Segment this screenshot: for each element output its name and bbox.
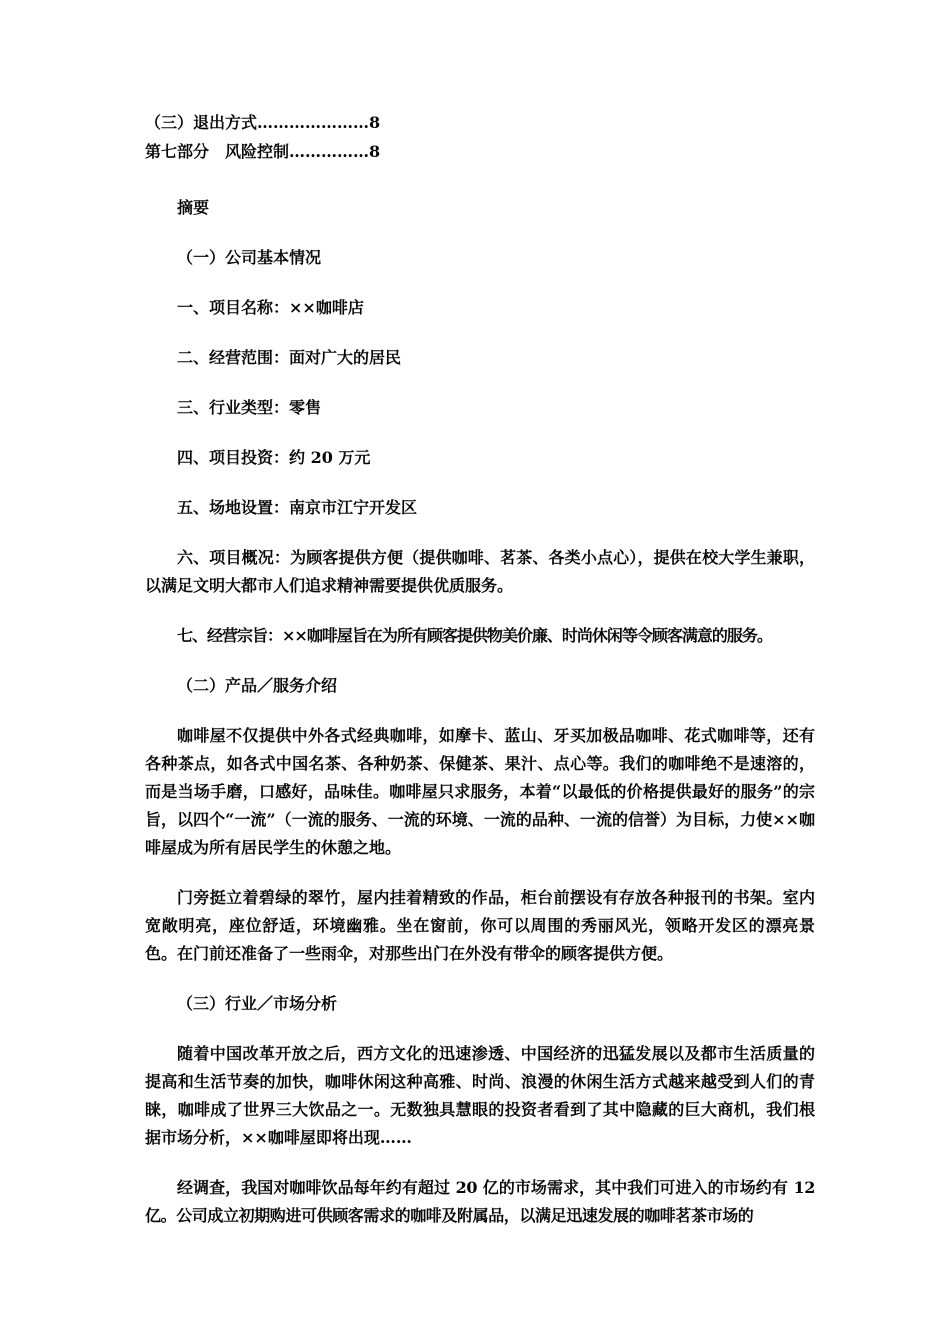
item-site-location: 五、场地设置：南京市江宁开发区 bbox=[177, 498, 418, 517]
table-of-contents bbox=[145, 108, 815, 166]
abstract-heading: 摘要 bbox=[177, 198, 210, 217]
toc-entry-exit-method: （三）退出方式…………………8 bbox=[145, 113, 381, 132]
paragraph-products-intro: 咖啡屋不仅提供中外各式经典咖啡，如摩卡、蓝山、牙买加极品咖啡、花式咖啡等，还有各种茶点，如各式中国名茶、各种奶茶、保健茶、果汁、点心等。我们的咖啡绝不是速溶的，而是当场手磨，口感好，品味佳。咖啡屋只求服务，本着“以最低的价格提供最好的服务”的宗旨，以四个“一流”（一流的服务、一流的环境、一流的品种、一流的信誉）为目标，力使××咖啡屋成为所有居民学生的休憩之地。 bbox=[145, 726, 815, 857]
item-project-investment: 四、项目投资：约 20 万元 bbox=[177, 448, 371, 467]
section-heading-company-basics: （一）公司基本情况 bbox=[177, 248, 322, 267]
item-project-overview: 六、项目概况：为顾客提供方便（提供咖啡、茗茶、各类小点心），提供在校大学生兼职，以满足文明大都市人们追求精神需要提供优质服务。 bbox=[145, 548, 815, 595]
section-heading-products-services: （二）产品／服务介绍 bbox=[177, 676, 338, 695]
toc-entry-risk-control: 第七部分 风险控制……………8 bbox=[145, 142, 381, 161]
item-industry-type: 三、行业类型：零售 bbox=[177, 398, 322, 417]
item-project-name: 一、项目名称：××咖啡店 bbox=[177, 298, 364, 317]
item-business-purpose: 七、经营宗旨：××咖啡屋旨在为所有顾客提供物美价廉、时尚休闲等令顾客满意的服务。 bbox=[177, 626, 772, 645]
item-business-scope: 二、经营范围：面对广大的居民 bbox=[177, 348, 402, 367]
section-heading-industry-market: （三）行业／市场分析 bbox=[177, 994, 338, 1013]
paragraph-market-analysis: 随着中国改革开放之后，西方文化的迅速渗透、中国经济的迅猛发展以及都市生活质量的提高和生活节奏的加快，咖啡休闲这种高雅、时尚、浪漫的休闲生活方式越来越受到人们的青睐，咖啡成了世界三大饮品之一。无数独具慧眼的投资者看到了其中隐藏的巨大商机，我们根据市场分析，××咖啡屋即将出现…… bbox=[145, 1044, 815, 1147]
paragraph-market-survey: 经调查，我国对咖啡饮品每年约有超过 20 亿的市场需求，其中我们可进入的市场约有 12 亿。公司成立初期购进可供顾客需求的咖啡及附属品，以满足迅速发展的咖啡茗茶市场的 bbox=[145, 1178, 815, 1225]
paragraph-shop-environment: 门旁挺立着碧绿的翠竹，屋内挂着精致的作品，柜台前摆设有存放各种报刊的书架。室内宽敞明亮，座位舒适，环境幽雅。坐在窗前，你可以周围的秀丽风光，领略开发区的漂亮景色。在门前还准备了一些雨伞，对那些出门在外没有带伞的顾客提供方便。 bbox=[145, 888, 815, 963]
